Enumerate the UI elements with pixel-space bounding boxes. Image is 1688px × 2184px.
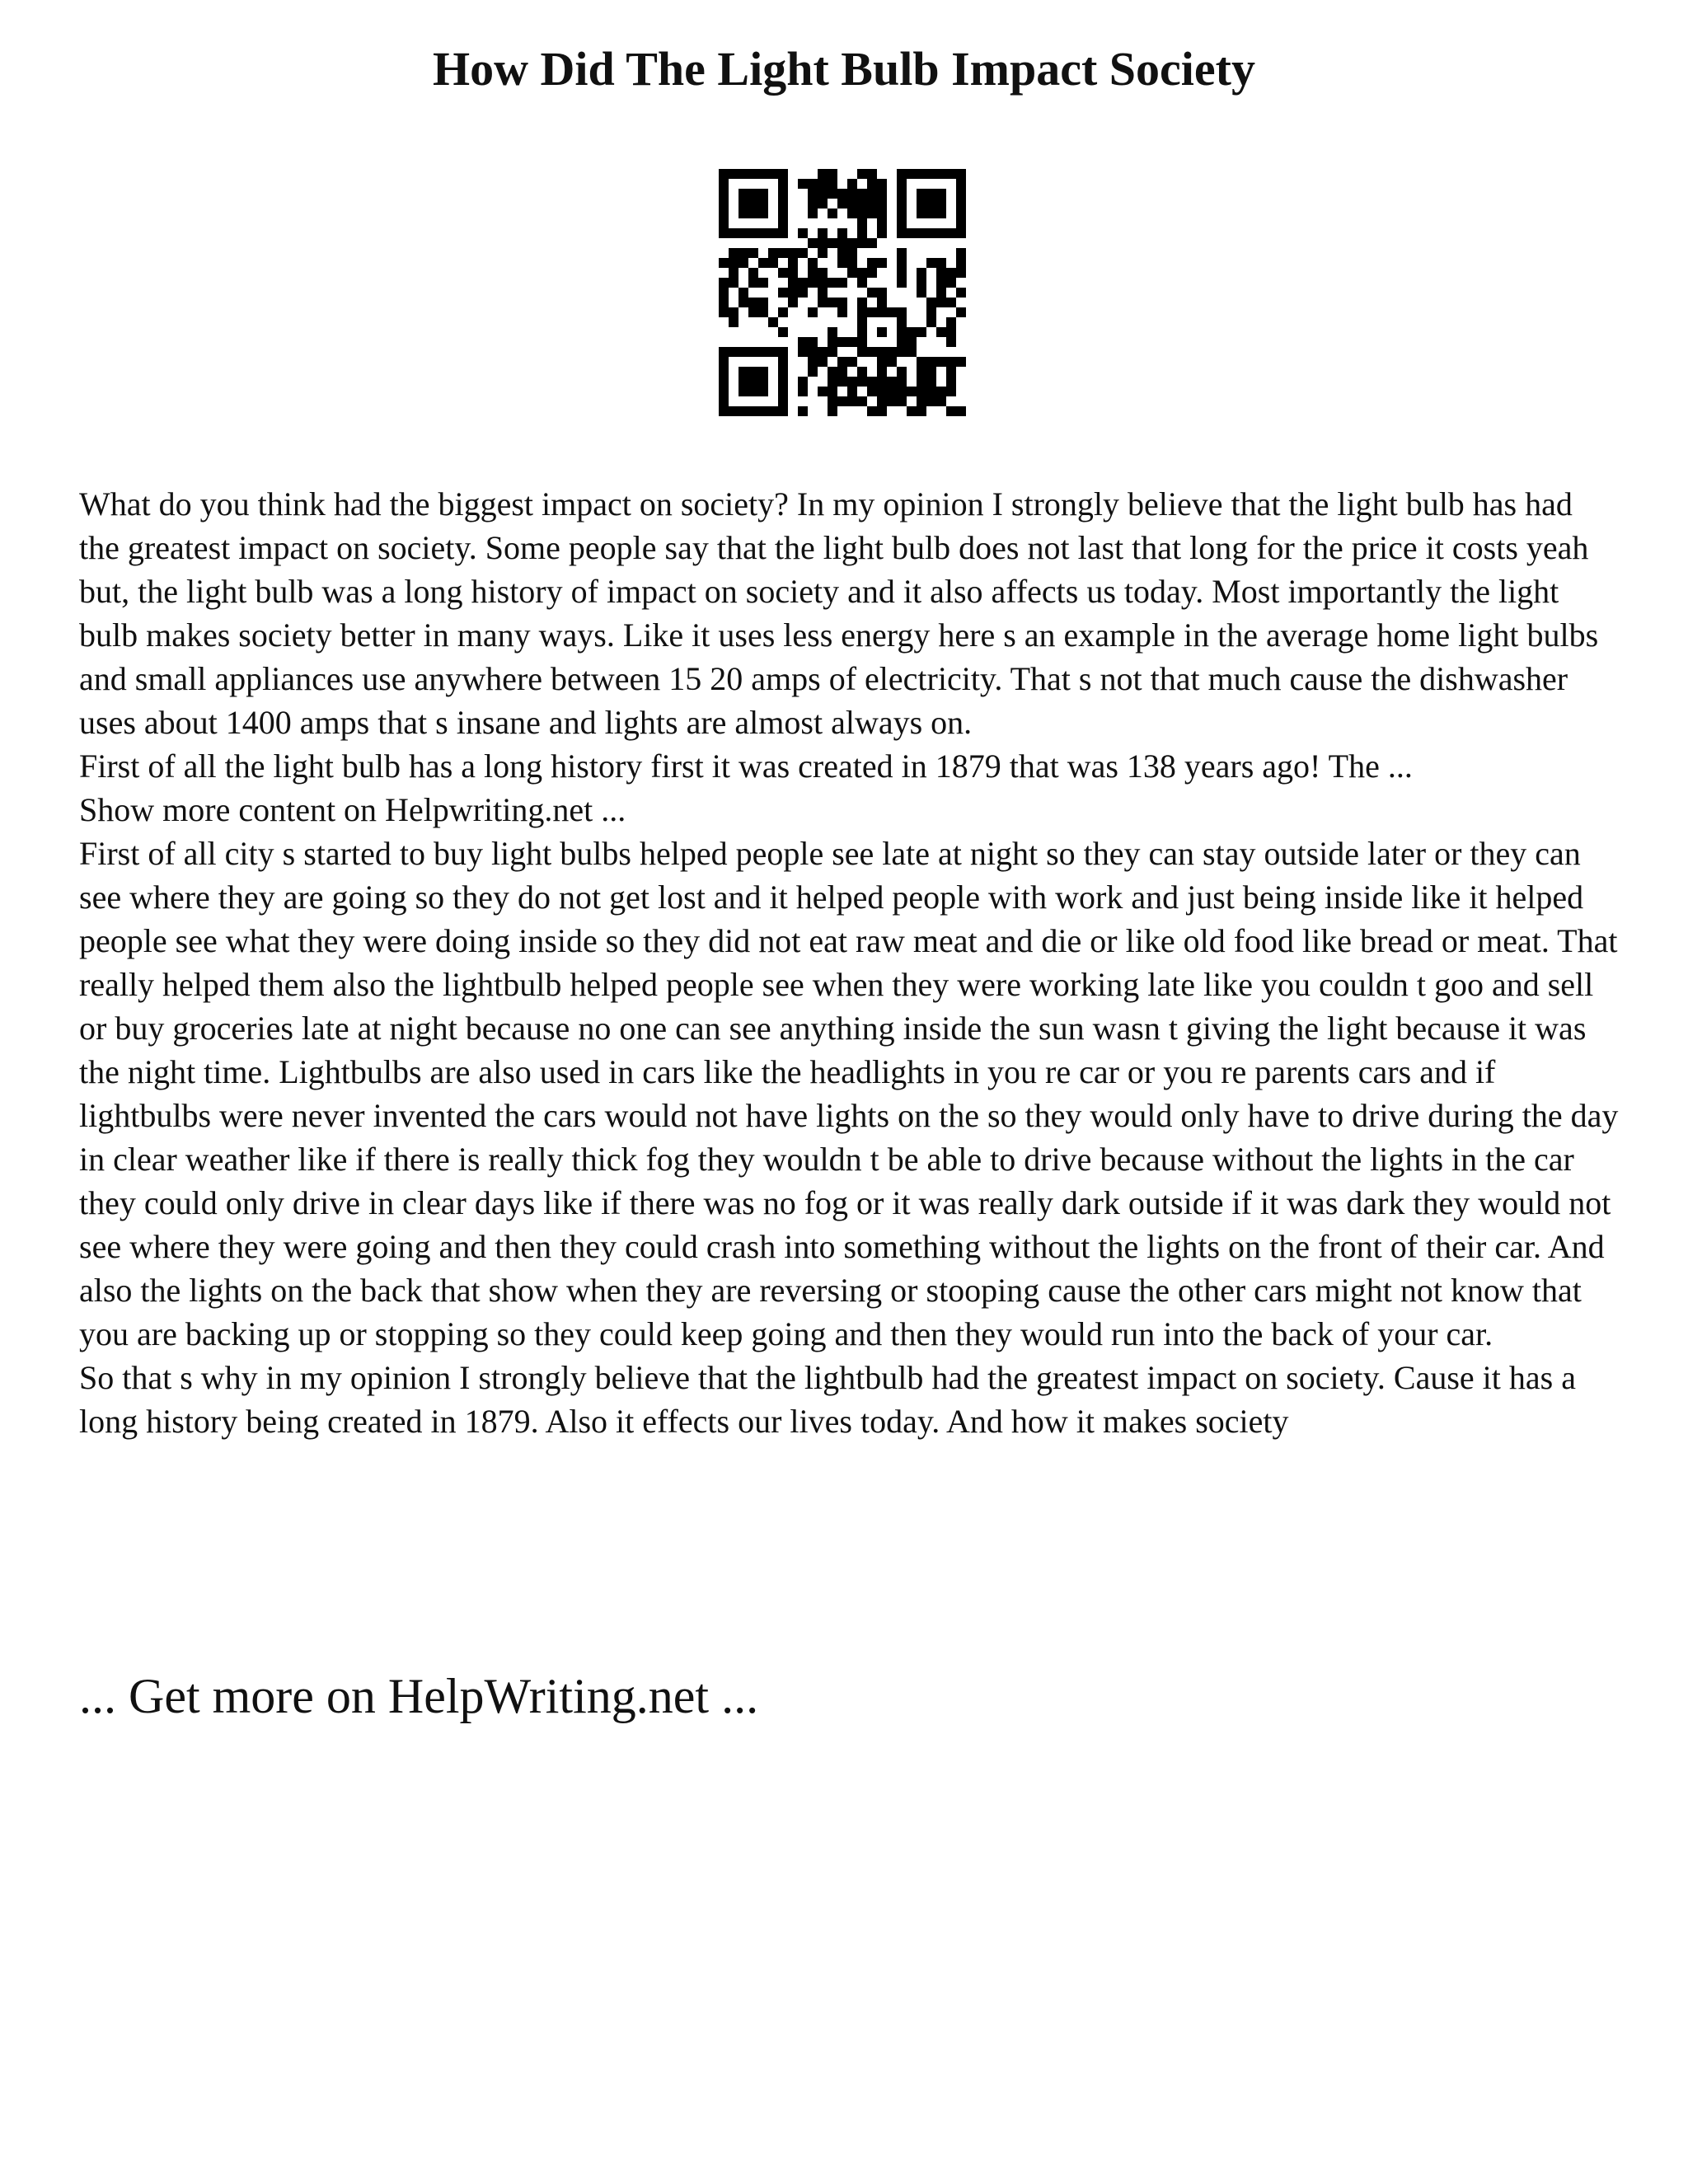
paragraph-conclusion: So that s why in my opinion I strongly believe that the lightbulb had the greatest impact on society. Cause it has a long history being created in 1879. Also it effects our lives today. And how it makes society: [79, 1359, 1576, 1440]
show-more-link[interactable]: Show more content on Helpwriting.net ...: [79, 791, 626, 828]
paragraph-intro: What do you think had the biggest impact on society? In my opinion I strongly believe that the light bulb has had the greatest impact on society. Some people say that the light bulb does not last that long for the price it costs yeah but, the light bulb was a long history of impact on society and it also affects us today. Most importantly the light bulb makes society better in many ways. Like it uses less energy here s an example in the average home light bulbs and small appliances use anywhere between 15 20 amps of electricity. That s not that much cause the dishwasher uses about 1400 amps that s insane and lights are almost always on.: [79, 485, 1599, 741]
paragraph-body: First of all city s started to buy light bulbs helped people see late at night so they can stay outside later or they can see where they are going so they do not get lost and it helped people with work and just being inside like it helped people see what they were doing inside so they did not eat raw meat and die or like old food like bread or meat. That really helped them also the lightbulb helped people see when they were working late like you couldn t goo and sell or buy groceries late at night because no one can see anything inside the sun wasn t giving the light because it was the night time. Lightbulbs are also used in cars like the headlights in you re car or you re parents cars and if lightbulbs were never invented the cars would not have lights on the so they would only have to drive during the day in clear weather like if there is really thick fog they wouldn t be able to drive because without the lights in the car they could only drive in clear days like if there was no fog or it was really dark outside if it was dark they would not see where they were going and then they could crash into something without the lights on the front of their car. And also the lights on the back that show when they are reversing or stooping cause the other cars might not know that you are backing up or stopping so they could keep going and then they would run into the back of your car.: [79, 835, 1619, 1352]
paragraph-history: First of all the light bulb has a long history first it was created in 1879 that was 138 years ago! The ...: [79, 748, 1413, 785]
document-body: [79, 482, 1620, 1443]
document-title: How Did The Light Bulb Impact Society: [433, 42, 1255, 96]
qr-code-icon: [719, 169, 966, 416]
get-more-link[interactable]: ... Get more on HelpWriting.net ...: [79, 1669, 759, 1723]
qr-code[interactable]: [719, 169, 966, 416]
